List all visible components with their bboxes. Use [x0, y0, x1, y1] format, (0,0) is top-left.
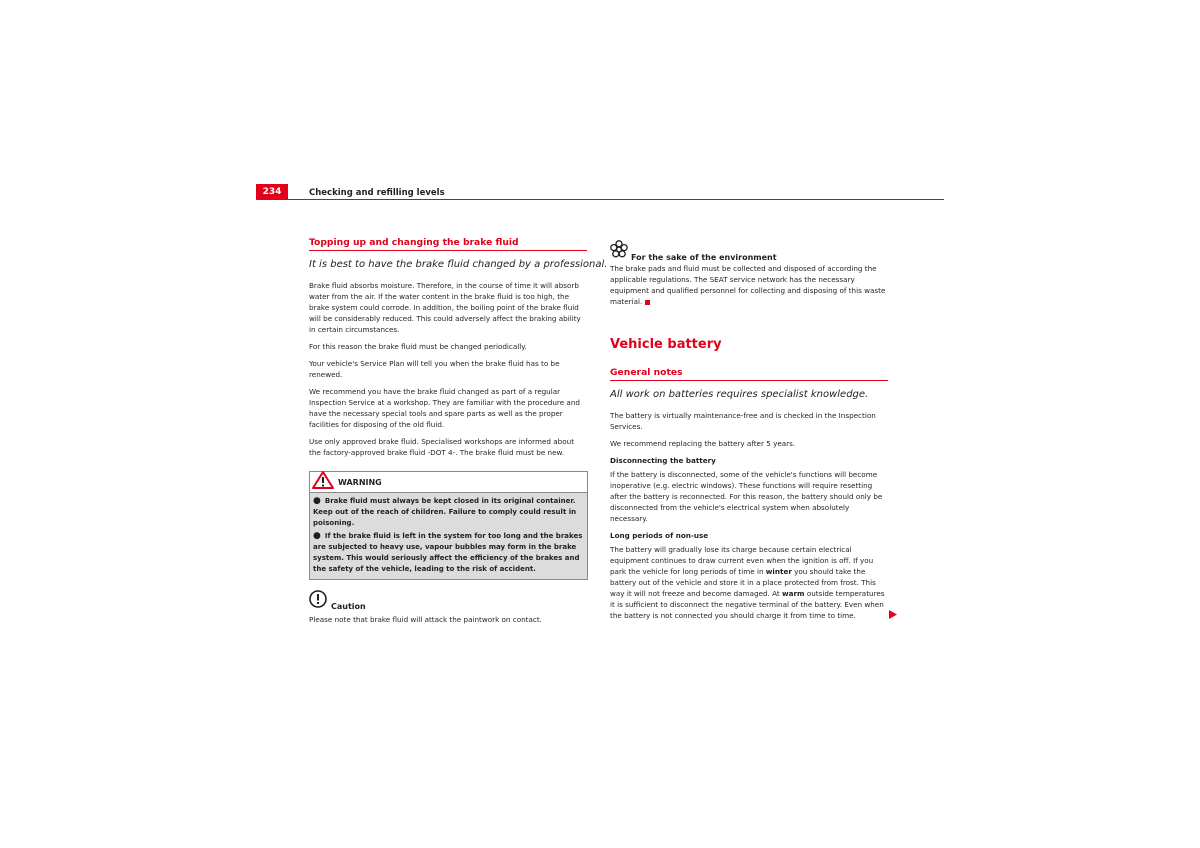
- chapter-heading-vehicle-battery: Vehicle battery: [610, 337, 722, 352]
- text-run: you should take the battery out of the vehicle and store it in a place protected from frost. This way it will not freeze and become damaged. At: [610, 567, 876, 598]
- chapter-title: Checking and refilling levels: [309, 188, 445, 198]
- warning-item-text: If the brake fluid is left in the system for too long and the brakes are subjected to heavy use, vapour bubbles may form in the brake system. This would seriously affect the efficiency of the brakes and the safety of the vehicle, leading to the risk of accident.: [313, 532, 583, 573]
- paragraph: Brake fluid absorbs moisture. Therefore, in the course of time it will absorb water from the air. If the water content in the brake fluid is too high, the brake system could corrode. In addition, the boiling point of the brake fluid will be considerably reduced. This could adversely affect the braking ability in certain circumstances.: [309, 281, 581, 334]
- left-column: [309, 237, 608, 631]
- warning-item: [313, 531, 584, 575]
- continue-arrow-icon: [889, 604, 897, 623]
- right-column: [610, 240, 888, 627]
- text-run: outside temperatures it is sufficient to disconnect the negative terminal of the battery. Even when the battery is not connected you should charge it from time to time.: [610, 589, 885, 620]
- page-number: 234: [256, 184, 288, 199]
- emphasis-winter: winter: [765, 567, 792, 576]
- environment-title: For the sake of the environment: [631, 253, 777, 262]
- paragraph: We recommend you have the brake fluid changed as part of a regular Inspection Service at a workshop. They are familiar with the procedure and have the necessary special tools and spare parts as well as the proper facilities for disposing of the old fluid.: [309, 387, 580, 429]
- warning-box: [309, 471, 588, 580]
- section-title-brake-fluid: Topping up and changing the brake fluid: [309, 237, 587, 251]
- paragraph: Use only approved brake fluid. Specialised workshops are informed about the factory-approved brake fluid -DOT 4-. The brake fluid must be new.: [309, 437, 575, 457]
- bullet-icon: ●: [313, 496, 321, 506]
- caution-header: [309, 590, 587, 612]
- section-title-general-notes: General notes: [610, 367, 888, 381]
- warning-triangle-icon: [312, 471, 334, 493]
- subheading-non-use: Long periods of non-use: [610, 531, 709, 540]
- lead-text: All work on batteries requires specialist knowledge.: [610, 389, 869, 400]
- caution-icon: [309, 590, 327, 612]
- warning-item-text: Brake fluid must always be kept closed in its original container. Keep out of the reach of children. Failure to comply could result in poisoning.: [313, 497, 577, 527]
- paragraph: For this reason the brake fluid must be changed periodically.: [309, 342, 527, 351]
- caution-title: Caution: [331, 602, 366, 611]
- environment-header: [610, 240, 888, 262]
- header-rule: [256, 199, 944, 200]
- text-run: The battery will gradually lose its charge because certain electrical equipment continues to draw current even when the ignition is off. If you park the vehicle for long periods of time in: [610, 545, 874, 576]
- warning-header: [310, 472, 587, 493]
- environment-text-body: The brake pads and fluid must be collected and disposed of according the applicable regulations. The SEAT service network has the necessary equipment and qualified personnel for collecting and disposing of this waste material.: [610, 264, 886, 306]
- emphasis-warm: warm: [782, 589, 805, 598]
- end-of-section-marker: [645, 300, 650, 305]
- paragraph: If the battery is disconnected, some of the vehicle's functions will become inoperative (e.g. electric windows). These functions will require resetting after the battery is reconnected. For this reason, the battery should only be disconnected from the vehicle's electrical system when absolutely necessary.: [610, 470, 883, 523]
- warning-item: [313, 496, 584, 529]
- caution-text: Please note that brake fluid will attack the paintwork on contact.: [309, 615, 542, 624]
- warning-title: WARNING: [338, 477, 382, 487]
- environment-text: [610, 263, 888, 307]
- subheading-disconnecting: Disconnecting the battery: [610, 456, 716, 465]
- warning-body: [310, 493, 587, 579]
- bullet-icon: ●: [313, 531, 321, 541]
- lead-text: It is best to have the brake fluid changed by a professional.: [309, 259, 608, 270]
- paragraph: We recommend replacing the battery after 5 years.: [610, 439, 796, 448]
- paragraph: [610, 544, 888, 621]
- flower-icon: [610, 240, 628, 262]
- paragraph: Your vehicle's Service Plan will tell you when the brake fluid has to be renewed.: [309, 359, 560, 379]
- paragraph: The battery is virtually maintenance-free and is checked in the Inspection Services.: [610, 411, 876, 431]
